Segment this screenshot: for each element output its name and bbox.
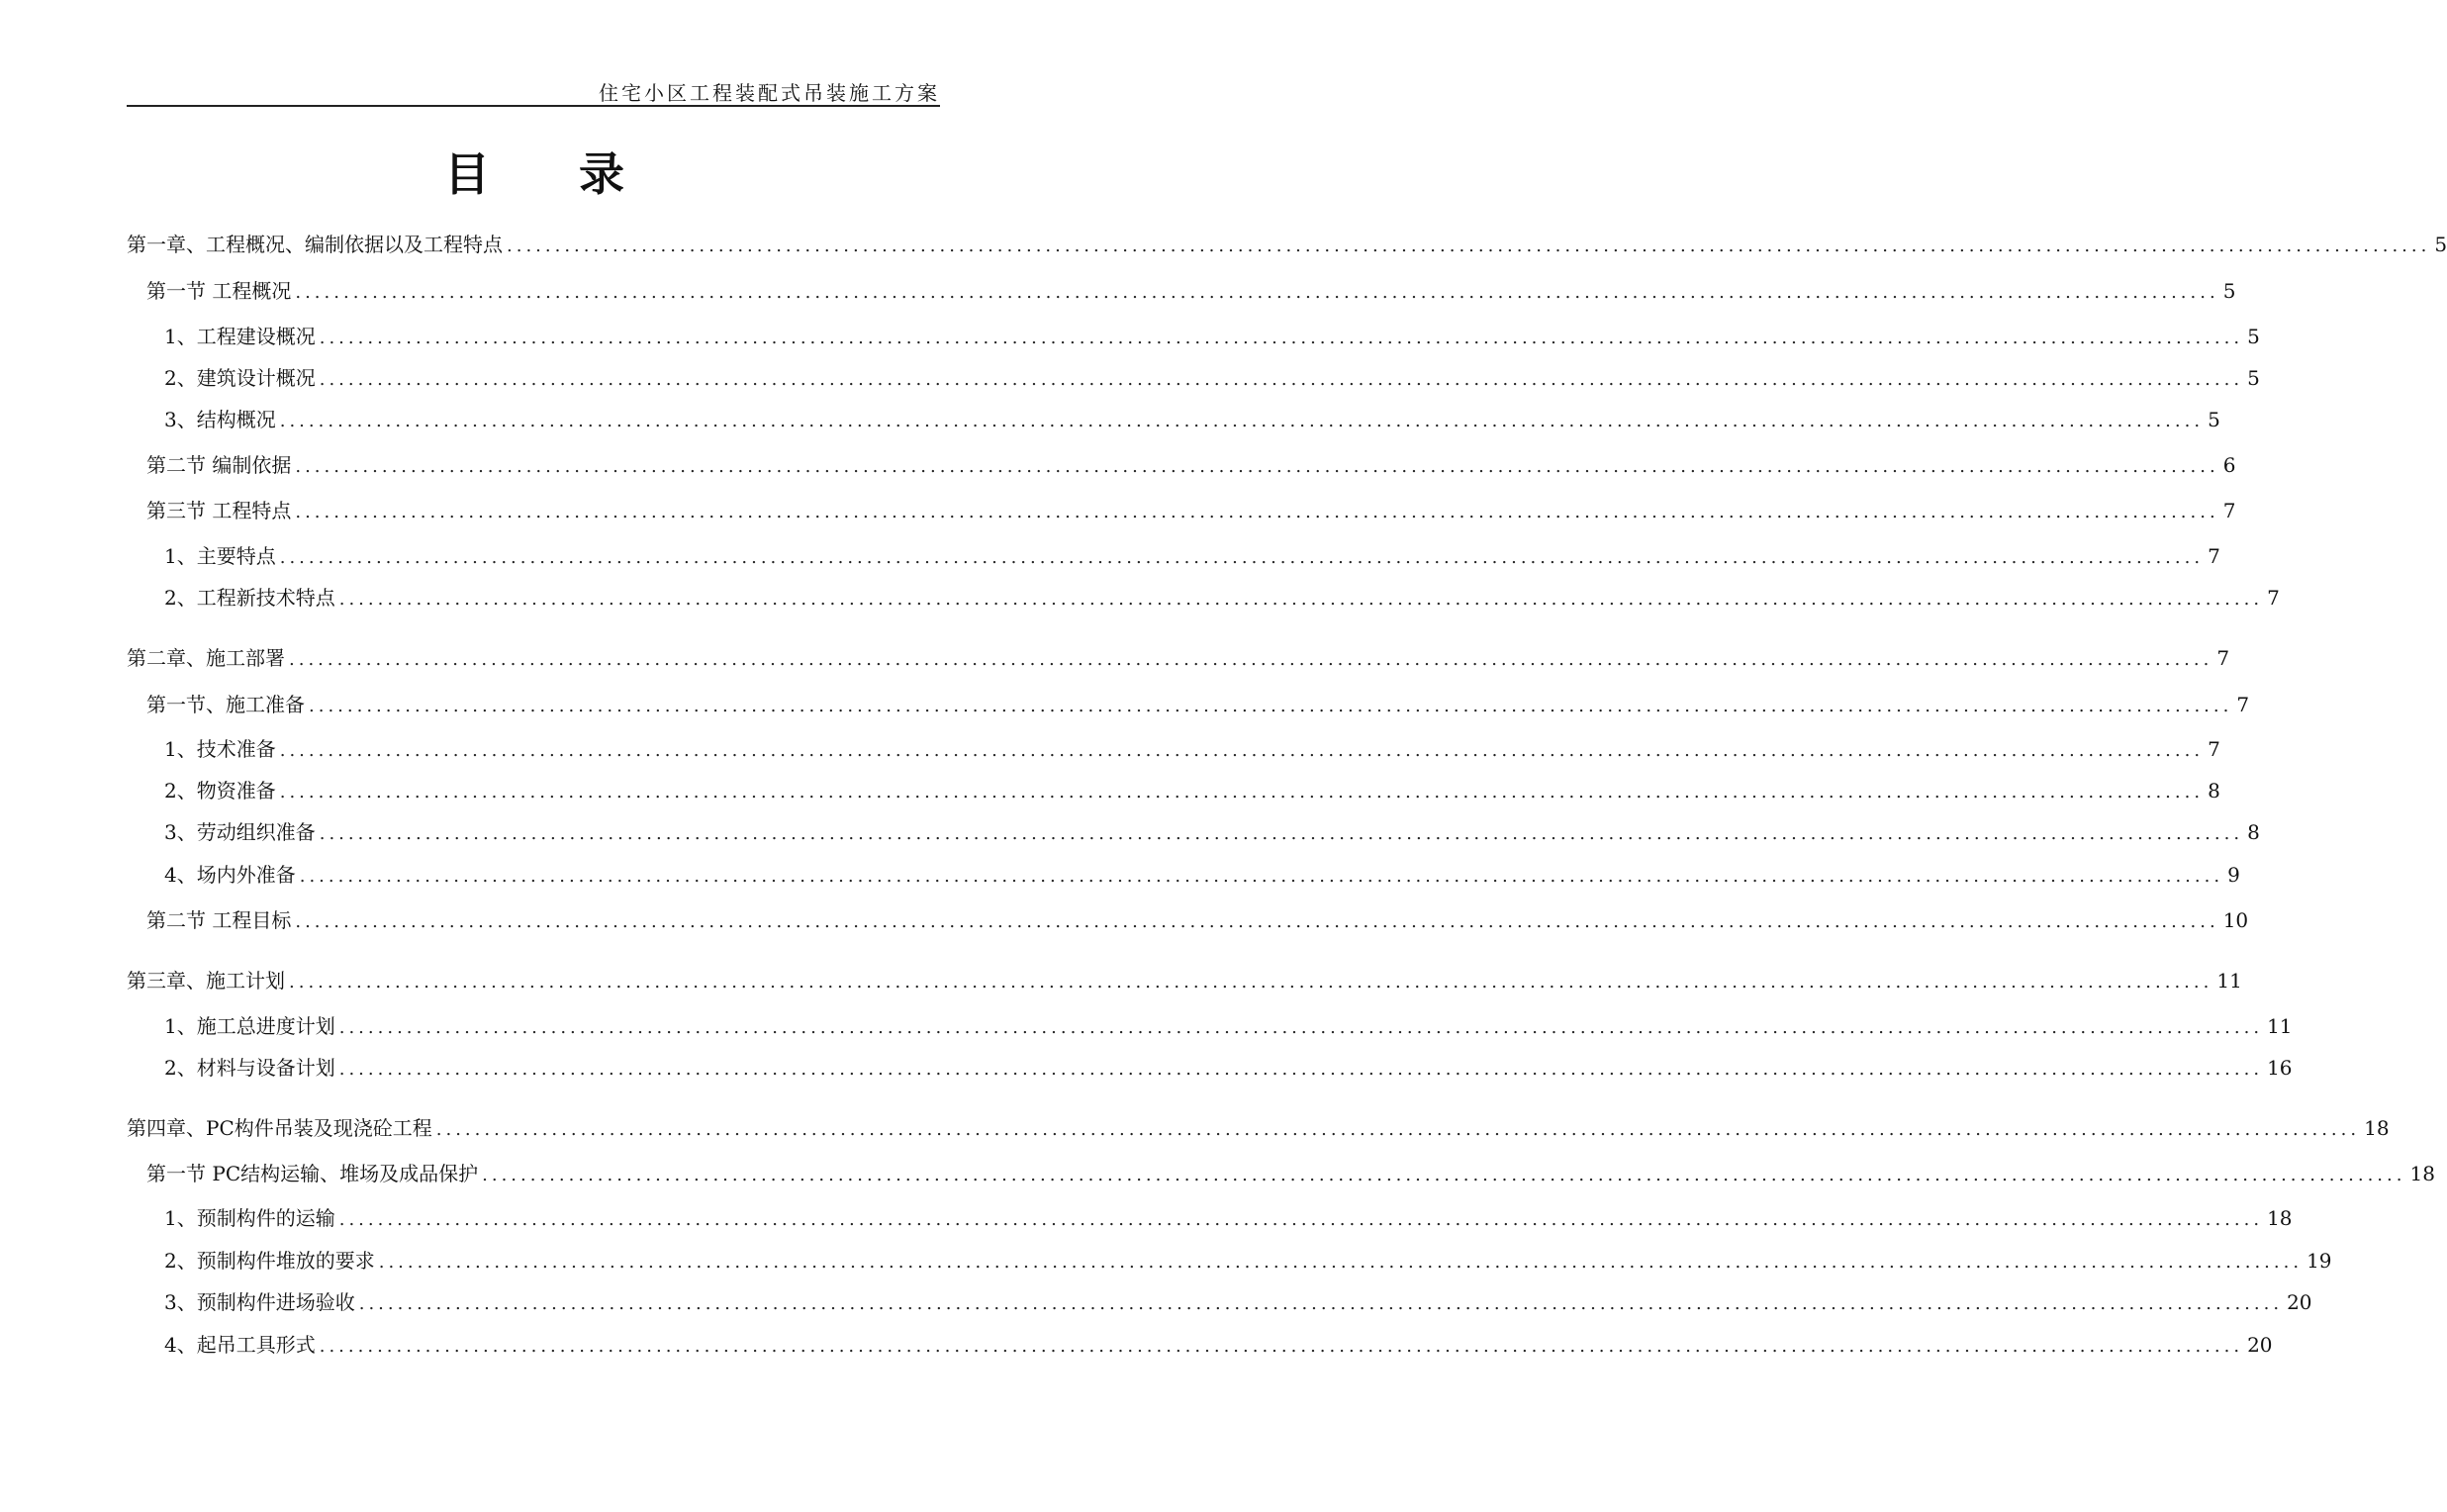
toc-entry-label: 第四章、PC构件吊装及现浇砼工程 bbox=[127, 1116, 432, 1140]
toc-entry-label: 第三节 工程特点 bbox=[146, 499, 292, 522]
toc-leader-dots: ........................................................................................................................................................................................................ bbox=[319, 823, 2244, 844]
toc-title bbox=[0, 139, 1069, 204]
toc-entry-page: 19 bbox=[2306, 1249, 2332, 1273]
toc-entry-label: 1、预制构件的运输 bbox=[164, 1206, 335, 1230]
toc-entry[interactable] bbox=[164, 1330, 2273, 1360]
toc-entry-page: 8 bbox=[2208, 779, 2220, 803]
toc-leader-dots: ........................................................................................................................................................................................................ bbox=[295, 456, 2219, 477]
toc-entry-label: 4、起吊工具形式 bbox=[164, 1333, 316, 1357]
toc-entry-page: 5 bbox=[2222, 279, 2236, 303]
toc-entry[interactable] bbox=[164, 583, 2280, 613]
toc-entry-page: 11 bbox=[2216, 969, 2242, 992]
toc-entry-page: 7 bbox=[2208, 737, 2220, 761]
toc-entry-label: 3、劳动组织准备 bbox=[164, 820, 316, 844]
toc-entry-page: 20 bbox=[2287, 1290, 2312, 1314]
toc-leader-dots: ........................................................................................................................................................................................................ bbox=[319, 369, 2244, 390]
toc-leader-dots: ........................................................................................................................................................................................................ bbox=[358, 1293, 2284, 1314]
toc-entry-label: 2、物资准备 bbox=[164, 779, 276, 803]
toc-leader-dots: ........................................................................................................................................................................................................ bbox=[338, 1059, 2264, 1080]
toc-entry[interactable] bbox=[164, 322, 2260, 351]
toc-entry-page: 5 bbox=[2247, 366, 2260, 390]
toc-leader-dots: ........................................................................................................................................................................................................ bbox=[338, 589, 2264, 610]
toc-leader-dots: ........................................................................................................................................................................................................ bbox=[435, 1119, 2361, 1140]
toc-leader-dots: ........................................................................................................................................................................................................ bbox=[309, 696, 2233, 716]
toc-entry-label: 1、技术准备 bbox=[164, 737, 276, 761]
toc-leader-dots: ........................................................................................................................................................................................................ bbox=[279, 782, 2205, 803]
toc-entry-page: 16 bbox=[2267, 1056, 2293, 1080]
toc-entry[interactable] bbox=[146, 496, 2236, 525]
toc-entry-label: 第二章、施工部署 bbox=[127, 646, 285, 670]
toc-entry[interactable] bbox=[164, 405, 2220, 434]
toc-leader-dots: ........................................................................................................................................................................................................ bbox=[289, 972, 2213, 992]
toc-entry-page: 7 bbox=[2208, 544, 2220, 568]
toc-entry[interactable] bbox=[164, 1246, 2332, 1276]
toc-entry-page: 18 bbox=[2267, 1206, 2293, 1230]
header-rule bbox=[127, 105, 940, 107]
toc-title-char-2: 录 bbox=[579, 147, 624, 201]
toc-leader-dots: ........................................................................................................................................................................................................ bbox=[295, 282, 2219, 303]
toc-entry-label: 第二节 编制依据 bbox=[146, 453, 292, 477]
toc-entry-page: 6 bbox=[2222, 453, 2236, 477]
toc-leader-dots: ........................................................................................................................................................................................................ bbox=[319, 1336, 2244, 1357]
toc-entry-label: 第一章、工程概况、编制依据以及工程特点 bbox=[127, 233, 503, 256]
toc-entry-label: 2、预制构件堆放的要求 bbox=[164, 1249, 375, 1273]
toc-entry[interactable] bbox=[127, 643, 2230, 673]
toc-entry-page: 18 bbox=[2364, 1116, 2390, 1140]
toc-entry-label: 第一节、施工准备 bbox=[146, 693, 305, 716]
toc-entry[interactable] bbox=[164, 776, 2220, 805]
toc-entry[interactable] bbox=[164, 1053, 2293, 1083]
toc-leader-dots: ........................................................................................................................................................................................................ bbox=[289, 649, 2213, 670]
toc-entry-page: 5 bbox=[2247, 325, 2260, 348]
toc-entry-page: 7 bbox=[2216, 646, 2230, 670]
toc-entry-page: 10 bbox=[2222, 908, 2249, 932]
toc-entry-page: 5 bbox=[2434, 233, 2447, 256]
toc-entry[interactable] bbox=[146, 905, 2249, 935]
toc-leader-dots: ........................................................................................................................................................................................................ bbox=[338, 1209, 2264, 1230]
toc-entry[interactable] bbox=[146, 276, 2236, 306]
toc-leader-dots: ........................................................................................................................................................................................................ bbox=[295, 911, 2219, 932]
toc-entry-page: 5 bbox=[2208, 408, 2220, 431]
toc-entry-label: 3、预制构件进场验收 bbox=[164, 1290, 355, 1314]
toc-entry[interactable] bbox=[146, 690, 2250, 719]
toc-entry-label: 4、场内外准备 bbox=[164, 863, 296, 887]
toc-entry[interactable] bbox=[164, 1287, 2312, 1317]
toc-leader-dots: ........................................................................................................................................................................................................ bbox=[279, 547, 2205, 568]
toc-leader-dots: ........................................................................................................................................................................................................ bbox=[507, 236, 2431, 256]
toc-leader-dots: ........................................................................................................................................................................................................ bbox=[279, 411, 2205, 431]
toc-leader-dots: ........................................................................................................................................................................................................ bbox=[295, 502, 2219, 522]
toc-entry[interactable] bbox=[164, 1203, 2293, 1233]
toc-entry-label: 第二节 工程目标 bbox=[146, 908, 292, 932]
toc-entry-label: 2、建筑设计概况 bbox=[164, 366, 316, 390]
toc-entry-page: 18 bbox=[2409, 1162, 2435, 1185]
toc-entry[interactable] bbox=[127, 966, 2242, 995]
toc-entry-page: 7 bbox=[2222, 499, 2236, 522]
toc-leader-dots: ........................................................................................................................................................................................................ bbox=[299, 866, 2224, 887]
toc-entry-page: 7 bbox=[2267, 586, 2280, 610]
toc-entry-label: 第一节 工程概况 bbox=[146, 279, 292, 303]
running-header: 住宅小区工程装配式吊装施工方案 bbox=[599, 81, 940, 105]
toc-entry-page: 20 bbox=[2247, 1333, 2273, 1357]
toc-entry-label: 3、结构概况 bbox=[164, 408, 276, 431]
toc-entry[interactable] bbox=[127, 230, 2447, 259]
toc-entry-page: 11 bbox=[2267, 1014, 2293, 1038]
toc-leader-dots: ........................................................................................................................................................................................................ bbox=[338, 1017, 2264, 1038]
toc-leader-dots: ........................................................................................................................................................................................................ bbox=[319, 328, 2244, 348]
toc-leader-dots: ........................................................................................................................................................................................................ bbox=[378, 1252, 2304, 1273]
toc-entry[interactable] bbox=[164, 363, 2260, 393]
toc-entry-label: 第一节 PC结构运输、堆场及成品保护 bbox=[146, 1162, 479, 1185]
toc-entry-label: 1、施工总进度计划 bbox=[164, 1014, 335, 1038]
toc-leader-dots: ........................................................................................................................................................................................................ bbox=[482, 1165, 2406, 1185]
toc-entry-page: 9 bbox=[2227, 863, 2240, 887]
toc-entry[interactable] bbox=[164, 541, 2220, 571]
toc-entry[interactable] bbox=[164, 860, 2240, 890]
toc-entry[interactable] bbox=[164, 734, 2220, 764]
toc-entry[interactable] bbox=[146, 1159, 2435, 1188]
toc-entry[interactable] bbox=[146, 450, 2236, 480]
toc-entry-page: 8 bbox=[2247, 820, 2260, 844]
toc-leader-dots: ........................................................................................................................................................................................................ bbox=[279, 740, 2205, 761]
toc-entry[interactable] bbox=[164, 1011, 2293, 1041]
toc-entry[interactable] bbox=[164, 817, 2260, 847]
toc-title-char-1: 目 bbox=[444, 147, 490, 201]
toc-entry-label: 2、材料与设备计划 bbox=[164, 1056, 335, 1080]
toc-entry-page: 7 bbox=[2236, 693, 2250, 716]
toc-entry-label: 第三章、施工计划 bbox=[127, 969, 285, 992]
toc-entry-label: 1、工程建设概况 bbox=[164, 325, 316, 348]
toc-entry[interactable] bbox=[127, 1113, 2390, 1143]
toc-entry-label: 1、主要特点 bbox=[164, 544, 276, 568]
toc-entry-label: 2、工程新技术特点 bbox=[164, 586, 335, 610]
